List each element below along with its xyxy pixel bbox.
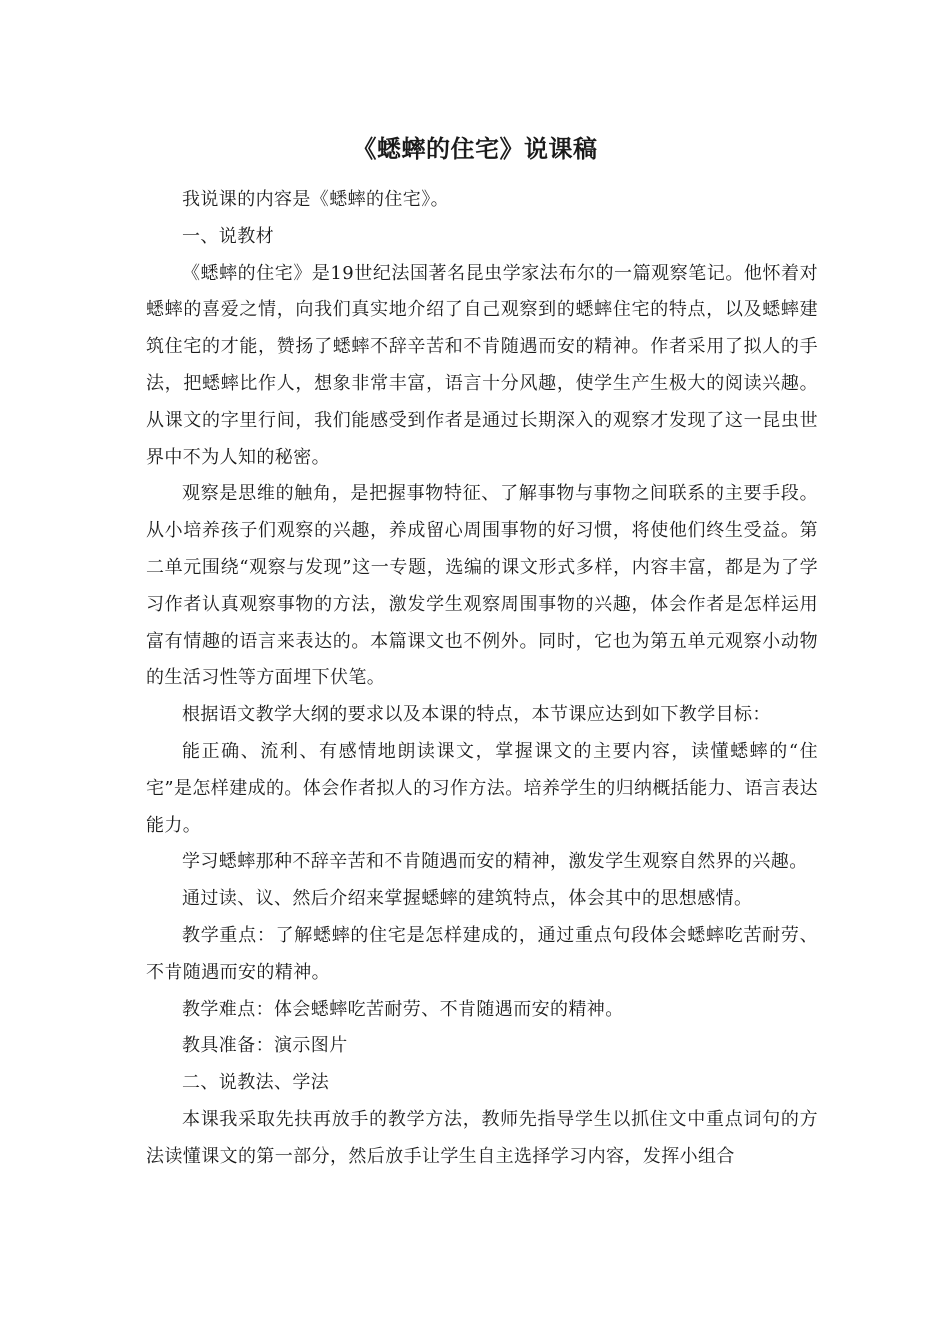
paragraph-observation: 观察是思维的触角，是把握事物特征、了解事物与事物之间联系的主要手段。从小培养孩子们观察的兴趣，养成留心周围事物的好习惯，将使他们终生受益。第二单元围绕“观察与发现”这一专题，选编的课文形式多样，内容丰富，都是为了学习作者认真观察事物的方法，激发学生观察周围事物的兴趣，体会作者是怎样运用富有情趣的语言来表达的。本篇课文也不例外。同时，它也为第五单元观察小动物的生活习性等方面埋下伏笔。 bbox=[146, 483, 818, 689]
section-heading-textbook: 一、说教材 bbox=[182, 225, 274, 247]
paragraph-methods: 本课我采取先扶再放手的教学方法，教师先指导学生以抓住文中重点词句的方法读懂课文的第一部分，然后放手让学生自主选择学习内容，发挥小组合 bbox=[146, 1108, 818, 1167]
document-body bbox=[146, 182, 818, 1176]
document-title: 《蟋蟀的住宅》说课稿 bbox=[352, 134, 598, 163]
paragraph-textbook-summary: 《蟋蟀的住宅》是19世纪法国著名昆虫学家法布尔的一篇观察笔记。他怀着对蟋蟀的喜爱之情，向我们真实地介绍了自己观察到的蟋蟀住宅的特点，以及蟋蟀建筑住宅的才能，赞扬了蟋蟀不辞辛苦和不肯随遇而安的精神。作者采用了拟人的手法，把蟋蟀比作人，想象非常丰富，语言十分风趣，使学生产生极大的阅读兴趣。从课文的字里行间，我们能感受到作者是通过长期深入的观察才发现了这一昆虫世界中不为人知的秘密。 bbox=[146, 262, 818, 468]
paragraph-goal-3: 通过读、议、然后介绍来掌握蟋蟀的建筑特点，体会其中的思想感情。 bbox=[182, 888, 753, 910]
section-heading-methods: 二、说教法、学法 bbox=[182, 1072, 330, 1094]
paragraph-goal-1: 能正确、流利、有感情地朗读课文，掌握课文的主要内容，读懂蟋蟀的“住宅”是怎样建成的。体会作者拟人的习作方法。培养学生的归纳概括能力、语言表达能力。 bbox=[146, 740, 818, 836]
paragraph-intro: 我说课的内容是《蟋蟀的住宅》。 bbox=[182, 189, 449, 210]
paragraph-key-point: 教学重点：了解蟋蟀的住宅是怎样建成的，通过重点句段体会蟋蟀吃苦耐劳、不肯随遇而安的精神。 bbox=[146, 924, 818, 983]
paragraph-goal-2: 学习蟋蟀那种不辞辛苦和不肯随遇而安的精神，激发学生观察自然界的兴趣。 bbox=[182, 851, 808, 873]
paragraph-difficulty: 教学难点：体会蟋蟀吃苦耐劳、不肯随遇而安的精神。 bbox=[182, 998, 624, 1020]
paragraph-materials: 教具准备：演示图片 bbox=[182, 1035, 348, 1057]
paragraph-goals-intro: 根据语文教学大纲的要求以及本课的特点，本节课应达到如下教学目标： bbox=[182, 704, 771, 726]
